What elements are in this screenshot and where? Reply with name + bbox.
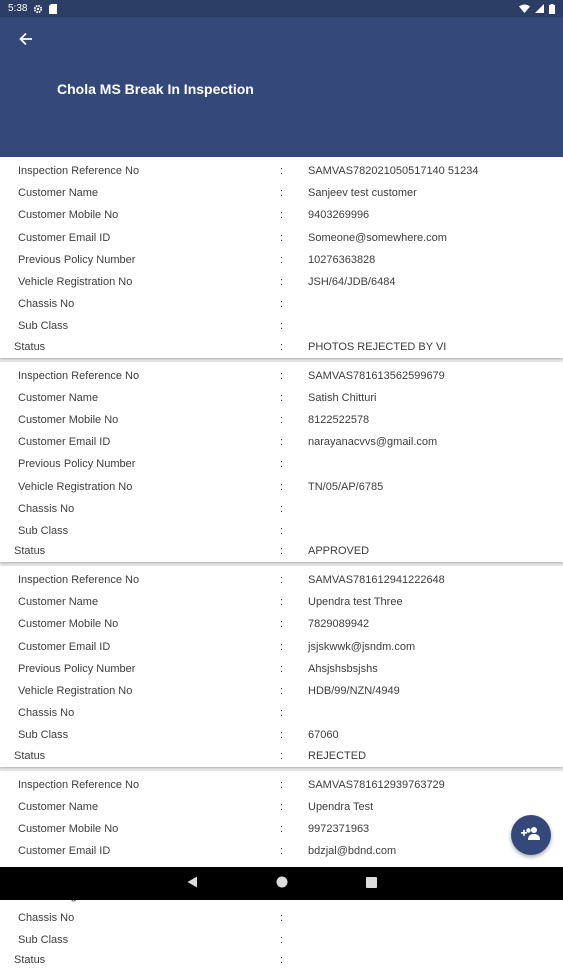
field-label: Customer Name [0, 187, 265, 199]
field-row-sub-class [0, 929, 563, 951]
field-label: Customer Name [0, 801, 265, 813]
field-value: Sanjeev test customer [306, 187, 563, 199]
field-value: JSH/64/JDB/6484 [306, 276, 563, 288]
add-inspection-fab[interactable] [511, 815, 551, 855]
field-value: jsjskwwk@jsndm.com [306, 641, 563, 653]
field-label: Customer Email ID [0, 436, 265, 448]
field-value: HDB/99/NZN/4949 [306, 685, 563, 697]
field-value: SAMVAS781613562599679 [306, 370, 563, 382]
field-separator: : [265, 187, 306, 199]
field-separator: : [265, 574, 306, 586]
field-row-status [0, 542, 563, 560]
field-separator: : [265, 545, 306, 557]
field-label: Customer Email ID [0, 641, 265, 653]
field-label: Sub Class [0, 525, 265, 537]
field-label: Chassis No [0, 707, 265, 719]
field-label: Previous Policy Number [0, 254, 265, 266]
field-row-status [0, 338, 563, 356]
field-label: Inspection Reference No [0, 165, 265, 177]
field-separator: : [265, 392, 306, 404]
field-separator: : [265, 209, 306, 221]
field-value: Someone@somewhere.com [306, 232, 563, 244]
nav-recents-button[interactable] [366, 875, 377, 893]
field-value: PHOTOS REJECTED BY VI [306, 341, 563, 353]
field-label: Sub Class [0, 934, 265, 946]
field-label: Inspection Reference No [0, 370, 265, 382]
field-value: Ahsjshsbsjshs [306, 663, 563, 675]
field-label: Customer Mobile No [0, 823, 265, 835]
field-row-previous-policy [0, 249, 563, 271]
field-separator: : [265, 801, 306, 813]
field-label: Sub Class [0, 320, 265, 332]
field-row-customer-mobile [0, 613, 563, 635]
field-row-customer-name [0, 182, 563, 204]
field-label: Previous Policy Number [0, 663, 265, 675]
field-value: 9972371963 [306, 823, 563, 835]
field-label: Customer Mobile No [0, 209, 265, 221]
field-row-sub-class [0, 724, 563, 746]
field-value: 8122522578 [306, 414, 563, 426]
field-row-customer-mobile [0, 409, 563, 431]
wifi-icon [519, 4, 530, 13]
status-bar [0, 0, 563, 17]
add-group-icon [521, 826, 541, 845]
field-label: Vehicle Registration No [0, 685, 265, 697]
back-triangle-icon [187, 875, 198, 893]
inspection-card[interactable] [0, 157, 563, 358]
field-row-chassis [0, 293, 563, 315]
field-separator: : [265, 165, 306, 177]
field-label: Customer Mobile No [0, 414, 265, 426]
field-value: REJECTED [306, 750, 563, 762]
field-separator: : [265, 458, 306, 470]
field-label: Customer Email ID [0, 845, 265, 857]
field-row-inspection-ref [0, 569, 563, 591]
field-separator: : [265, 663, 306, 675]
signal-icon [535, 4, 544, 13]
battery-icon [549, 4, 555, 14]
field-value: SAMVAS782021050517140 51234 [306, 165, 563, 177]
app-bar [0, 17, 563, 157]
field-label: Chassis No [0, 912, 265, 924]
field-row-inspection-ref [0, 365, 563, 387]
field-label: Customer Email ID [0, 232, 265, 244]
nav-home-button[interactable] [276, 875, 288, 893]
field-separator: : [265, 729, 306, 741]
field-label: Chassis No [0, 503, 265, 515]
field-row-sub-class [0, 315, 563, 337]
field-value: Upendra Test [306, 801, 563, 813]
field-separator: : [265, 934, 306, 946]
field-value: Satish Chitturi [306, 392, 563, 404]
field-row-chassis [0, 702, 563, 724]
field-separator: : [265, 823, 306, 835]
field-separator: : [265, 320, 306, 332]
field-separator: : [265, 370, 306, 382]
field-row-inspection-ref [0, 774, 563, 796]
field-label: Inspection Reference No [0, 779, 265, 791]
status-time: 5:38 [8, 3, 27, 14]
inspection-list[interactable] [0, 157, 563, 867]
field-separator: : [265, 276, 306, 288]
field-separator: : [265, 298, 306, 310]
field-label: Status [0, 750, 265, 762]
field-value: narayanacvvs@gmail.com [306, 436, 563, 448]
inspection-card[interactable] [0, 362, 563, 563]
field-separator: : [265, 954, 306, 966]
field-row-customer-mobile [0, 204, 563, 226]
field-label: Chassis No [0, 298, 265, 310]
field-row-previous-policy [0, 658, 563, 680]
field-row-customer-name [0, 796, 563, 818]
field-value: bdzjal@bdnd.com [306, 845, 563, 857]
nav-back-button[interactable] [187, 875, 198, 893]
field-value: SAMVAS781612939763729 [306, 779, 563, 791]
field-separator: : [265, 436, 306, 448]
field-separator: : [265, 525, 306, 537]
field-value: 7829089942 [306, 618, 563, 630]
field-value: 67060 [306, 729, 563, 741]
field-row-customer-email [0, 227, 563, 249]
arrow-left-icon [19, 32, 33, 51]
field-label: Status [0, 954, 265, 966]
field-label: Status [0, 341, 265, 353]
field-separator: : [265, 685, 306, 697]
field-separator: : [265, 481, 306, 493]
field-separator: : [265, 254, 306, 266]
field-row-customer-email [0, 431, 563, 453]
field-separator: : [265, 707, 306, 719]
system-nav-bar [0, 867, 563, 900]
field-label: Vehicle Registration No [0, 276, 265, 288]
field-row-vehicle-reg [0, 680, 563, 702]
back-button[interactable] [12, 29, 40, 53]
field-row-inspection-ref [0, 160, 563, 182]
page-title: Chola MS Break In Inspection [57, 81, 254, 97]
field-label: Sub Class [0, 729, 265, 741]
field-row-sub-class [0, 520, 563, 542]
field-separator: : [265, 232, 306, 244]
field-separator: : [265, 845, 306, 857]
field-row-previous-policy [0, 453, 563, 475]
field-row-customer-email [0, 636, 563, 658]
field-label: Customer Name [0, 596, 265, 608]
recents-square-icon [366, 875, 377, 893]
field-value: SAMVAS781612941222648 [306, 574, 563, 586]
field-value: APPROVED [306, 545, 563, 557]
field-label: Previous Policy Number [0, 458, 265, 470]
field-label: Vehicle Registration No [0, 481, 265, 493]
field-label: Status [0, 545, 265, 557]
inspection-card[interactable] [0, 566, 563, 767]
field-label: Inspection Reference No [0, 574, 265, 586]
field-row-customer-mobile [0, 818, 563, 840]
field-separator: : [265, 618, 306, 630]
field-value: 9403269996 [306, 209, 563, 221]
field-value: 10276363828 [306, 254, 563, 266]
field-row-customer-name [0, 387, 563, 409]
field-separator: : [265, 750, 306, 762]
field-value: TN/05/AP/6785 [306, 481, 563, 493]
field-row-customer-name [0, 591, 563, 613]
field-separator: : [265, 779, 306, 791]
field-row-vehicle-reg [0, 475, 563, 497]
sd-card-icon [49, 4, 57, 14]
field-row-chassis [0, 907, 563, 929]
field-row-chassis [0, 498, 563, 520]
field-label: Customer Mobile No [0, 618, 265, 630]
field-row-status [0, 747, 563, 765]
gear-icon [33, 4, 43, 14]
field-label: Customer Name [0, 392, 265, 404]
field-row-status [0, 951, 563, 969]
field-separator: : [265, 503, 306, 515]
field-value: Upendra test Three [306, 596, 563, 608]
field-separator: : [265, 912, 306, 924]
field-separator: : [265, 641, 306, 653]
field-separator: : [265, 596, 306, 608]
home-circle-icon [276, 875, 288, 893]
field-row-vehicle-reg [0, 271, 563, 293]
field-separator: : [265, 414, 306, 426]
field-separator: : [265, 341, 306, 353]
field-row-customer-email [0, 840, 563, 862]
